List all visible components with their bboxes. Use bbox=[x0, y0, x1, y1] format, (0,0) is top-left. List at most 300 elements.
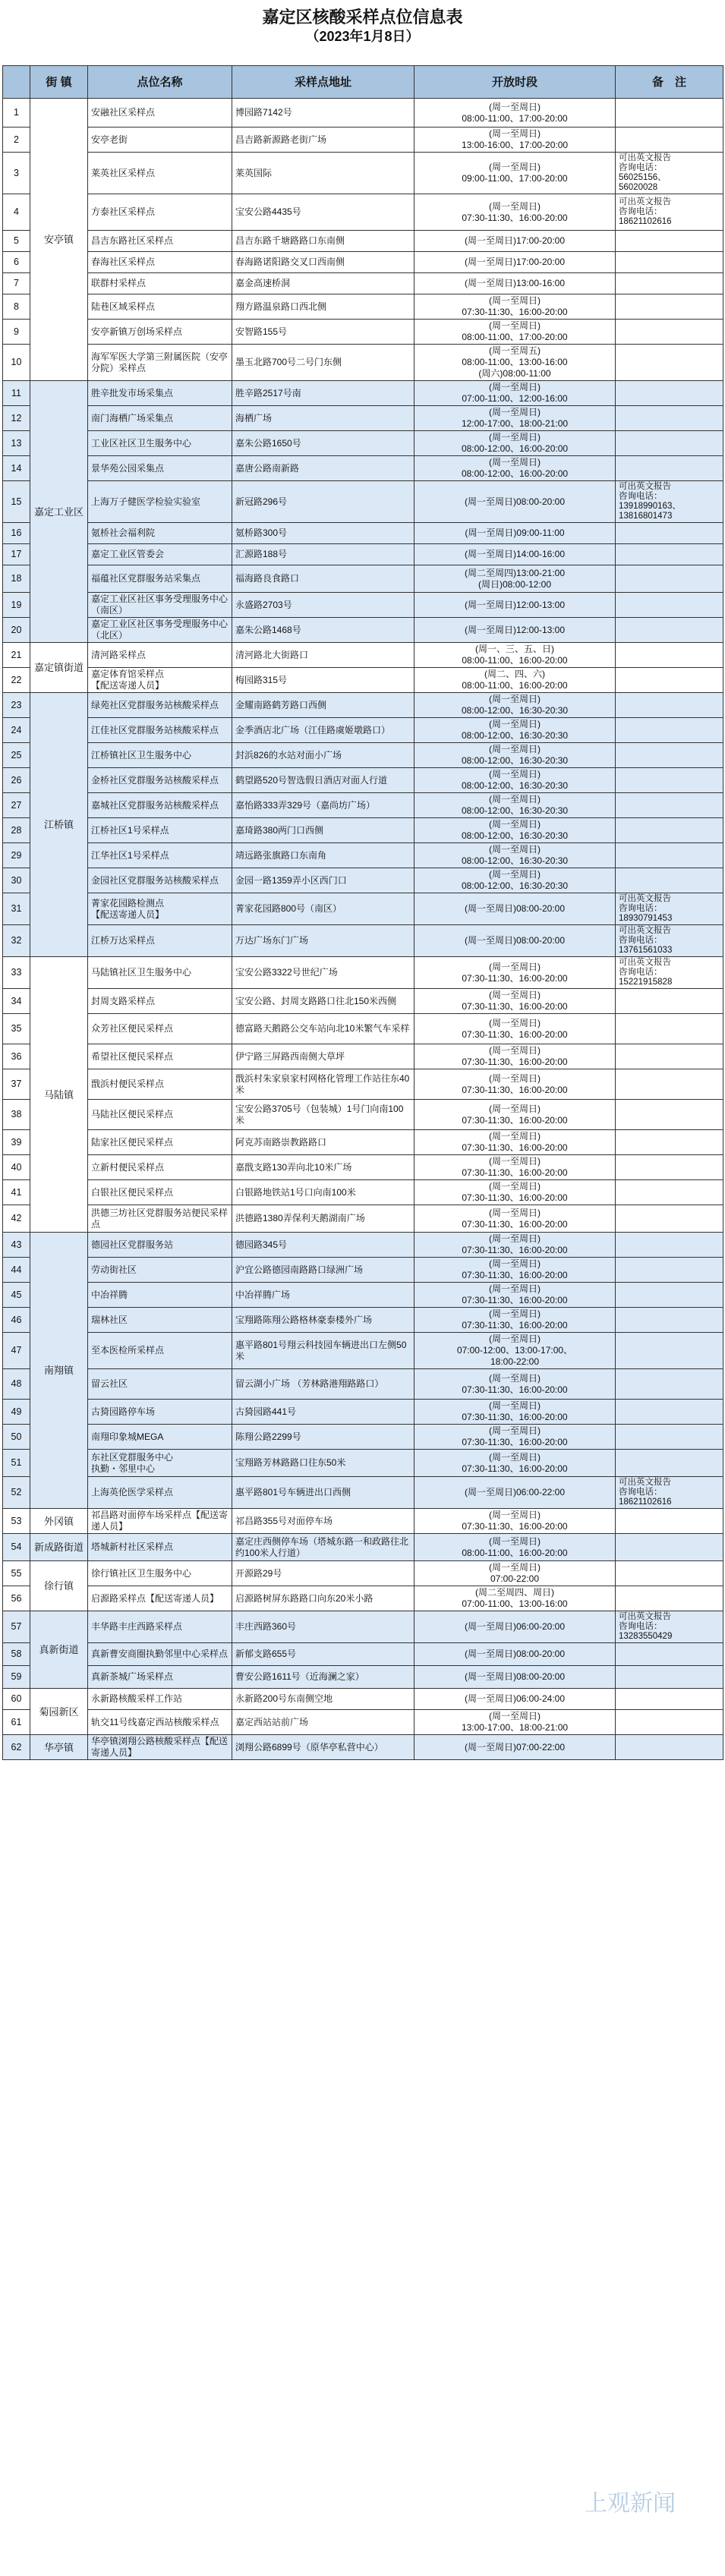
open-hours: (周一至周日) 08:00-12:00、16:30-20:30 bbox=[415, 793, 616, 818]
row-index: 51 bbox=[3, 1450, 30, 1477]
page-header bbox=[0, 0, 725, 65]
remarks bbox=[616, 989, 723, 1014]
site-name: 上海万子健医学检验实验室 bbox=[88, 481, 232, 523]
row-index: 1 bbox=[3, 99, 30, 128]
table-row bbox=[3, 1477, 723, 1509]
remarks bbox=[616, 1333, 723, 1369]
row-index: 27 bbox=[3, 793, 30, 818]
open-hours: (周一至周日) 07:30-11:30、16:00-20:00 bbox=[415, 1509, 616, 1534]
open-hours: (周一至周日) 07:30-11:30、16:00-20:00 bbox=[415, 194, 616, 231]
remarks bbox=[616, 345, 723, 381]
remarks bbox=[616, 231, 723, 252]
open-hours: (周二至周四、周日) 07:00-11:00、13:00-16:00 bbox=[415, 1586, 616, 1611]
open-hours: (周一至周日) 08:00-12:00、16:30-20:30 bbox=[415, 843, 616, 868]
site-name: 至本医检所采样点 bbox=[88, 1333, 232, 1369]
watermark-logo bbox=[577, 2480, 710, 2526]
open-hours: (周一至周日) 07:30-11:30、16:00-20:00 bbox=[415, 1180, 616, 1205]
table-row bbox=[3, 1180, 723, 1205]
site-address: 海栖广场 bbox=[232, 406, 415, 431]
row-index: 41 bbox=[3, 1180, 30, 1205]
table-row bbox=[3, 1100, 723, 1130]
open-hours: (周一至周日) 07:30-11:30、16:00-20:00 bbox=[415, 1205, 616, 1233]
table-row bbox=[3, 1014, 723, 1044]
site-name: 嘉定体育馆采样点 【配送寄递人员】 bbox=[88, 668, 232, 693]
row-index: 29 bbox=[3, 843, 30, 868]
town-cell: 马陆镇 bbox=[30, 957, 88, 1233]
table-row bbox=[3, 1450, 723, 1477]
site-name: 劳动街社区 bbox=[88, 1258, 232, 1283]
site-address: 春海路诺阳路交叉口西南侧 bbox=[232, 252, 415, 273]
open-hours: (周一至周日) 07:30-11:30、16:00-20:00 bbox=[415, 1069, 616, 1100]
remarks bbox=[616, 793, 723, 818]
table-row bbox=[3, 1400, 723, 1425]
remarks: 可出英文报告 咨询电话： 18621102616 bbox=[616, 1477, 723, 1509]
site-name: 封周支路采样点 bbox=[88, 989, 232, 1014]
table-row bbox=[3, 345, 723, 381]
site-name: 上海英伦医学采样点 bbox=[88, 1477, 232, 1509]
row-index: 32 bbox=[3, 925, 30, 957]
site-name: 南翔印象城MEGA bbox=[88, 1425, 232, 1450]
site-name: 丰华路丰庄西路采样点 bbox=[88, 1611, 232, 1643]
open-hours: (周一至周日) 07:30-11:30、16:00-20:00 bbox=[415, 1308, 616, 1333]
row-index: 53 bbox=[3, 1509, 30, 1534]
table-row bbox=[3, 1735, 723, 1760]
site-name: 祁昌路对面停车场采样点【配送寄递人员】 bbox=[88, 1509, 232, 1534]
site-name: 众芳社区便民采样点 bbox=[88, 1014, 232, 1044]
site-name: 立新村便民采样点 bbox=[88, 1155, 232, 1180]
remarks bbox=[616, 768, 723, 793]
site-name: 马陆镇社区卫生服务中心 bbox=[88, 957, 232, 989]
site-name: 安亭老街 bbox=[88, 128, 232, 153]
table-row bbox=[3, 718, 723, 743]
remarks bbox=[616, 1369, 723, 1400]
site-address: 宝安公路3705号（包装城）1号门向南100米 bbox=[232, 1100, 415, 1130]
table-row bbox=[3, 1233, 723, 1258]
remarks bbox=[616, 718, 723, 743]
header-index bbox=[3, 66, 30, 99]
table-row bbox=[3, 1509, 723, 1534]
table-row bbox=[3, 1643, 723, 1666]
remarks bbox=[616, 99, 723, 128]
open-hours: (周二、四、六) 08:00-11:00、16:00-20:00 bbox=[415, 668, 616, 693]
site-address: 德富路天鹅路公交车站向北10米繁气车采样 bbox=[232, 1014, 415, 1044]
site-name: 陆家社区便民采样点 bbox=[88, 1130, 232, 1155]
site-address: 浏翔公路6899号（原华亭私营中心） bbox=[232, 1735, 415, 1760]
table-row bbox=[3, 843, 723, 868]
site-name: 江桥镇社区卫生服务中心 bbox=[88, 743, 232, 768]
row-index: 20 bbox=[3, 618, 30, 643]
site-address: 菁家花园路800号（南区） bbox=[232, 893, 415, 925]
site-name: 金园社区党群服务站核酸采样点 bbox=[88, 868, 232, 893]
site-name: 徐行镇社区卫生服务中心 bbox=[88, 1561, 232, 1586]
row-index: 18 bbox=[3, 565, 30, 593]
table-row bbox=[3, 544, 723, 565]
row-index: 3 bbox=[3, 153, 30, 194]
remarks bbox=[616, 743, 723, 768]
remarks bbox=[616, 523, 723, 544]
open-hours: (周一至周日) 08:00-11:00、17:00-20:00 bbox=[415, 99, 616, 128]
remarks bbox=[616, 1205, 723, 1233]
remarks bbox=[616, 1069, 723, 1100]
site-name: 东社区党群服务中心 执勤・邻里中心 bbox=[88, 1450, 232, 1477]
remarks bbox=[616, 1180, 723, 1205]
site-address: 沪宜公路德园南路路口绿洲广场 bbox=[232, 1258, 415, 1283]
open-hours: (周一至周日)06:00-24:00 bbox=[415, 1689, 616, 1710]
open-hours: (周一至周日)08:00-20:00 bbox=[415, 925, 616, 957]
site-address: 祁昌路355号对面停车场 bbox=[232, 1509, 415, 1534]
row-index: 11 bbox=[3, 381, 30, 406]
row-index: 48 bbox=[3, 1369, 30, 1400]
site-name: 安亭新镇万创场采样点 bbox=[88, 320, 232, 345]
site-address: 安智路155号 bbox=[232, 320, 415, 345]
header-address: 采样点地址 bbox=[232, 66, 415, 99]
site-address: 墨玉北路700号二号门东侧 bbox=[232, 345, 415, 381]
row-index: 42 bbox=[3, 1205, 30, 1233]
site-name: 胜辛批发市场采集点 bbox=[88, 381, 232, 406]
table-row bbox=[3, 320, 723, 345]
site-name: 永新路核酸采样工作站 bbox=[88, 1689, 232, 1710]
row-index: 21 bbox=[3, 643, 30, 668]
row-index: 43 bbox=[3, 1233, 30, 1258]
site-address: 嘉朱公路1468号 bbox=[232, 618, 415, 643]
open-hours: (周一至周日)08:00-20:00 bbox=[415, 893, 616, 925]
row-index: 36 bbox=[3, 1044, 30, 1069]
site-name: 嘉定工业区社区事务受理服务中心（北区） bbox=[88, 618, 232, 643]
site-address: 嘉朱公路1650号 bbox=[232, 431, 415, 456]
site-name: 莱英社区采样点 bbox=[88, 153, 232, 194]
town-cell: 嘉定镇街道 bbox=[30, 643, 88, 693]
site-address: 阿克苏南路崇教路路口 bbox=[232, 1130, 415, 1155]
site-address: 万达广场东门广场 bbox=[232, 925, 415, 957]
site-address: 嘉戬支路130弄向北10米广场 bbox=[232, 1155, 415, 1180]
open-hours: (周一至周日) 07:30-11:30、16:00-20:00 bbox=[415, 1044, 616, 1069]
town-cell: 菊园新区 bbox=[30, 1689, 88, 1735]
table-row bbox=[3, 925, 723, 957]
site-address: 留云湖小广场 （芳林路港翔路路口） bbox=[232, 1369, 415, 1400]
open-hours: (周一至周日)08:00-20:00 bbox=[415, 1666, 616, 1689]
table-row bbox=[3, 1130, 723, 1155]
remarks bbox=[616, 593, 723, 618]
site-address: 金季酒店北广场（江佳路虞姬墩路口） bbox=[232, 718, 415, 743]
remarks bbox=[616, 1400, 723, 1425]
open-hours: (周一至周日) 07:30-11:30、16:00-20:00 bbox=[415, 1014, 616, 1044]
table-row bbox=[3, 1308, 723, 1333]
site-address: 金耀南路鹤芳路口西侧 bbox=[232, 693, 415, 718]
remarks bbox=[616, 1258, 723, 1283]
town-cell: 安亭镇 bbox=[30, 99, 88, 381]
table-row bbox=[3, 481, 723, 523]
open-hours: (周一至周日)17:00-20:00 bbox=[415, 252, 616, 273]
table-row bbox=[3, 1069, 723, 1100]
open-hours: (周一至周日) 07:30-11:30、16:00-20:00 bbox=[415, 1233, 616, 1258]
site-name: 江桥万达采样点 bbox=[88, 925, 232, 957]
remarks: 可出英文报告 咨询电话： 13761561033 bbox=[616, 925, 723, 957]
remarks: 可出英文报告 咨询电话： 56025156、 56020028 bbox=[616, 153, 723, 194]
row-index: 16 bbox=[3, 523, 30, 544]
open-hours: (周一至周日) 08:00-12:00、16:30-20:30 bbox=[415, 743, 616, 768]
site-name: 真新曹安商圈执勤邻里中心采样点 bbox=[88, 1643, 232, 1666]
site-address: 封浜826的水站对面小广场 bbox=[232, 743, 415, 768]
open-hours: (周一至周日)06:00-20:00 bbox=[415, 1611, 616, 1643]
site-address: 宝安公路4435号 bbox=[232, 194, 415, 231]
town-cell: 华亭镇 bbox=[30, 1735, 88, 1760]
open-hours: (周一至周日) 08:00-12:00、16:30-20:30 bbox=[415, 768, 616, 793]
header-site-name: 点位名称 bbox=[88, 66, 232, 99]
remarks: 可出英文报告 咨询电话： 18930791453 bbox=[616, 893, 723, 925]
open-hours: (周一至周日) 08:00-12:00、16:30-20:30 bbox=[415, 693, 616, 718]
table-row bbox=[3, 231, 723, 252]
open-hours: (周一至周日)12:00-13:00 bbox=[415, 593, 616, 618]
site-address: 宝安公路3322号世纪广场 bbox=[232, 957, 415, 989]
open-hours: (周一至周日) 13:00-16:00、17:00-20:00 bbox=[415, 128, 616, 153]
town-cell: 外冈镇 bbox=[30, 1509, 88, 1534]
site-address: 昌吉东路千塘路路口东南侧 bbox=[232, 231, 415, 252]
remarks bbox=[616, 643, 723, 668]
table-row bbox=[3, 1425, 723, 1450]
site-address: 金园一路1359弄小区西门口 bbox=[232, 868, 415, 893]
remarks bbox=[616, 668, 723, 693]
site-address: 永盛路2703号 bbox=[232, 593, 415, 618]
open-hours: (周一至周日) 08:00-12:00、16:00-20:00 bbox=[415, 431, 616, 456]
row-index: 23 bbox=[3, 693, 30, 718]
open-hours: (周一至周日) 07:30-11:30、16:00-20:00 bbox=[415, 1400, 616, 1425]
site-name: 轨交11号线嘉定西站核酸采样点 bbox=[88, 1710, 232, 1735]
site-address: 洪德路1380弄保利天鹅湖南广场 bbox=[232, 1205, 415, 1233]
row-index: 4 bbox=[3, 194, 30, 231]
table-row bbox=[3, 431, 723, 456]
row-index: 52 bbox=[3, 1477, 30, 1509]
row-index: 31 bbox=[3, 893, 30, 925]
site-address: 嘉琦路380两门口西侧 bbox=[232, 818, 415, 843]
remarks bbox=[616, 128, 723, 153]
open-hours: (周一至周日)08:00-20:00 bbox=[415, 1643, 616, 1666]
open-hours: (周一至周日) 07:30-11:30、16:00-20:00 bbox=[415, 1100, 616, 1130]
site-name: 景华苑公园采集点 bbox=[88, 456, 232, 481]
remarks bbox=[616, 1710, 723, 1735]
open-hours: (周一至周日) 08:00-12:00、16:30-20:30 bbox=[415, 718, 616, 743]
sampling-sites-table bbox=[2, 65, 723, 1760]
row-index: 56 bbox=[3, 1586, 30, 1611]
remarks bbox=[616, 565, 723, 593]
open-hours: (周一、三、五、日) 08:00-11:00、16:00-20:00 bbox=[415, 643, 616, 668]
site-address: 新郁支路655号 bbox=[232, 1643, 415, 1666]
remarks bbox=[616, 1425, 723, 1450]
table-row bbox=[3, 1666, 723, 1689]
site-address: 新冠路296号 bbox=[232, 481, 415, 523]
open-hours: (周一至周日) 08:00-12:00、16:30-20:30 bbox=[415, 818, 616, 843]
row-index: 62 bbox=[3, 1735, 30, 1760]
site-name: 海军军医大学第三附属医院（安亭分院）采样点 bbox=[88, 345, 232, 381]
open-hours: (周一至周日) 08:00-11:00、17:00-20:00 bbox=[415, 320, 616, 345]
row-index: 58 bbox=[3, 1643, 30, 1666]
table-row bbox=[3, 743, 723, 768]
open-hours: (周一至周日) 07:30-11:30、16:00-20:00 bbox=[415, 1425, 616, 1450]
row-index: 55 bbox=[3, 1561, 30, 1586]
open-hours: (周一至周日) 07:00-22:00 bbox=[415, 1561, 616, 1586]
open-hours: (周一至周日)06:00-22:00 bbox=[415, 1477, 616, 1509]
site-address: 昌吉路新源路老街广场 bbox=[232, 128, 415, 153]
town-cell: 徐行镇 bbox=[30, 1561, 88, 1611]
page-subtitle: （2023年1月8日） bbox=[305, 29, 420, 44]
site-address: 中冶祥腾广场 bbox=[232, 1283, 415, 1308]
row-index: 24 bbox=[3, 718, 30, 743]
table-row bbox=[3, 1044, 723, 1069]
site-name: 福蕴社区党群服务站采集点 bbox=[88, 565, 232, 593]
site-address: 宝翔路芳林路路口往东50米 bbox=[232, 1450, 415, 1477]
site-address: 宝安公路、封周支路路口往北150米西侧 bbox=[232, 989, 415, 1014]
remarks: 可出英文报告 咨询电话： 13283550429 bbox=[616, 1611, 723, 1643]
remarks bbox=[616, 1666, 723, 1689]
watermark-text: 上观新闻 bbox=[585, 2490, 676, 2517]
site-name: 江桥社区1号采样点 bbox=[88, 818, 232, 843]
site-name: 嘉定工业区管委会 bbox=[88, 544, 232, 565]
remarks bbox=[616, 1561, 723, 1586]
town-cell: 嘉定工业区 bbox=[30, 381, 88, 643]
table-row bbox=[3, 818, 723, 843]
site-name: 江华社区1号采样点 bbox=[88, 843, 232, 868]
open-hours: (周一至周日)12:00-13:00 bbox=[415, 618, 616, 643]
open-hours: (周一至周日) 12:00-17:00、18:00-21:00 bbox=[415, 406, 616, 431]
site-address: 汇源路188号 bbox=[232, 544, 415, 565]
table-row bbox=[3, 1369, 723, 1400]
open-hours: (周二至周四)13:00-21:00 (周日)08:00-12:00 bbox=[415, 565, 616, 593]
table-row bbox=[3, 1283, 723, 1308]
open-hours: (周一至周日) 07:30-11:30、16:00-20:00 bbox=[415, 1283, 616, 1308]
open-hours: (周一至周日)09:00-11:00 bbox=[415, 523, 616, 544]
site-address: 靖远路张旗路口东南角 bbox=[232, 843, 415, 868]
row-index: 30 bbox=[3, 868, 30, 893]
site-name: 嘉城社区党群服务站核酸采样点 bbox=[88, 793, 232, 818]
row-index: 13 bbox=[3, 431, 30, 456]
open-hours: (周一至周日) 07:30-11:30、16:00-20:00 bbox=[415, 1369, 616, 1400]
remarks bbox=[616, 818, 723, 843]
site-address: 永新路200号东南侧空地 bbox=[232, 1689, 415, 1710]
row-index: 17 bbox=[3, 544, 30, 565]
row-index: 26 bbox=[3, 768, 30, 793]
site-address: 嘉定西站站前广场 bbox=[232, 1710, 415, 1735]
header-remarks: 备 注 bbox=[616, 66, 723, 99]
row-index: 40 bbox=[3, 1155, 30, 1180]
open-hours: (周一至周日) 07:30-11:30、16:00-20:00 bbox=[415, 294, 616, 320]
site-name: 清河路采样点 bbox=[88, 643, 232, 668]
row-index: 57 bbox=[3, 1611, 30, 1643]
remarks: 可出英文报告 咨询电话： 18621102616 bbox=[616, 194, 723, 231]
site-address: 宝翔路陈翔公路格林豪泰楼外广场 bbox=[232, 1308, 415, 1333]
row-index: 59 bbox=[3, 1666, 30, 1689]
site-address: 清河路北大街路口 bbox=[232, 643, 415, 668]
site-address: 博园路7142号 bbox=[232, 99, 415, 128]
site-address: 氪桥路300号 bbox=[232, 523, 415, 544]
table-row bbox=[3, 668, 723, 693]
table-row bbox=[3, 593, 723, 618]
table-row bbox=[3, 523, 723, 544]
open-hours: (周一至周日) 07:30-11:30、16:00-20:00 bbox=[415, 1450, 616, 1477]
table-row bbox=[3, 99, 723, 128]
remarks bbox=[616, 1689, 723, 1710]
open-hours: (周一至周日) 07:30-11:30、16:00-20:00 bbox=[415, 989, 616, 1014]
table-row bbox=[3, 868, 723, 893]
row-index: 10 bbox=[3, 345, 30, 381]
site-address: 胜辛路2517号南 bbox=[232, 381, 415, 406]
row-index: 22 bbox=[3, 668, 30, 693]
open-hours: (周一至周日) 09:00-11:00、17:00-20:00 bbox=[415, 153, 616, 194]
remarks bbox=[616, 320, 723, 345]
table-row bbox=[3, 194, 723, 231]
open-hours: (周一至周日) 07:30-11:30、16:00-20:00 bbox=[415, 1258, 616, 1283]
row-index: 34 bbox=[3, 989, 30, 1014]
remarks bbox=[616, 618, 723, 643]
open-hours: (周一至周日)17:00-20:00 bbox=[415, 231, 616, 252]
table-row bbox=[3, 1333, 723, 1369]
remarks bbox=[616, 1130, 723, 1155]
site-address: 莱英国际 bbox=[232, 153, 415, 194]
table-row bbox=[3, 128, 723, 153]
row-index: 12 bbox=[3, 406, 30, 431]
remarks bbox=[616, 1044, 723, 1069]
site-name: 江佳社区党群服务站核酸采样点 bbox=[88, 718, 232, 743]
table-row bbox=[3, 1155, 723, 1180]
table-body bbox=[3, 99, 723, 1760]
site-address: 曹安公路1611号（近海澜之家） bbox=[232, 1666, 415, 1689]
table-row bbox=[3, 1586, 723, 1611]
site-name: 德园社区党群服务站 bbox=[88, 1233, 232, 1258]
site-name: 联群村采样点 bbox=[88, 273, 232, 294]
row-index: 7 bbox=[3, 273, 30, 294]
table-row bbox=[3, 768, 723, 793]
open-hours: (周一至周日) 08:00-12:00、16:00-20:00 bbox=[415, 456, 616, 481]
site-address: 嘉怡路333弄329号（嘉尚坊广场） bbox=[232, 793, 415, 818]
page-title: 嘉定区核酸采样点位信息表 bbox=[262, 8, 463, 27]
remarks: 可出英文报告 咨询电话： 13918990163、 13816801473 bbox=[616, 481, 723, 523]
site-name: 南门海栖广场采集点 bbox=[88, 406, 232, 431]
row-index: 46 bbox=[3, 1308, 30, 1333]
open-hours: (周一至周日) 07:00-11:00、12:00-16:00 bbox=[415, 381, 616, 406]
site-name: 绿苑社区党群服务站核酸采样点 bbox=[88, 693, 232, 718]
table-row bbox=[3, 153, 723, 194]
row-index: 60 bbox=[3, 1689, 30, 1710]
site-name: 真新茶城广场采样点 bbox=[88, 1666, 232, 1689]
site-name: 工业区社区卫生服务中心 bbox=[88, 431, 232, 456]
table-row bbox=[3, 893, 723, 925]
site-name: 嘉定工业区社区事务受理服务中心（南区） bbox=[88, 593, 232, 618]
open-hours: (周一至周日) 07:30-11:30、16:00-20:00 bbox=[415, 1155, 616, 1180]
remarks bbox=[616, 843, 723, 868]
site-name: 马陆社区便民采样点 bbox=[88, 1100, 232, 1130]
row-index: 25 bbox=[3, 743, 30, 768]
table-row bbox=[3, 618, 723, 643]
town-cell: 真新街道 bbox=[30, 1611, 88, 1689]
row-index: 2 bbox=[3, 128, 30, 153]
header-hours: 开放时段 bbox=[415, 66, 616, 99]
table-row bbox=[3, 989, 723, 1014]
row-index: 5 bbox=[3, 231, 30, 252]
site-address: 福海路良食路口 bbox=[232, 565, 415, 593]
open-hours: (周一至周日) 07:30-11:30、16:00-20:00 bbox=[415, 957, 616, 989]
table-row bbox=[3, 294, 723, 320]
table-row bbox=[3, 1258, 723, 1283]
open-hours: (周一至周日) 07:30-11:30、16:00-20:00 bbox=[415, 1130, 616, 1155]
remarks bbox=[616, 1100, 723, 1130]
table-row bbox=[3, 252, 723, 273]
remarks bbox=[616, 1534, 723, 1561]
remarks bbox=[616, 1233, 723, 1258]
site-name: 瑞林社区 bbox=[88, 1308, 232, 1333]
open-hours: (周一至周日)08:00-20:00 bbox=[415, 481, 616, 523]
site-name: 菁家花园路检测点 【配送寄递人员】 bbox=[88, 893, 232, 925]
site-address: 翔方路温泉路口西北侧 bbox=[232, 294, 415, 320]
remarks bbox=[616, 693, 723, 718]
row-index: 28 bbox=[3, 818, 30, 843]
